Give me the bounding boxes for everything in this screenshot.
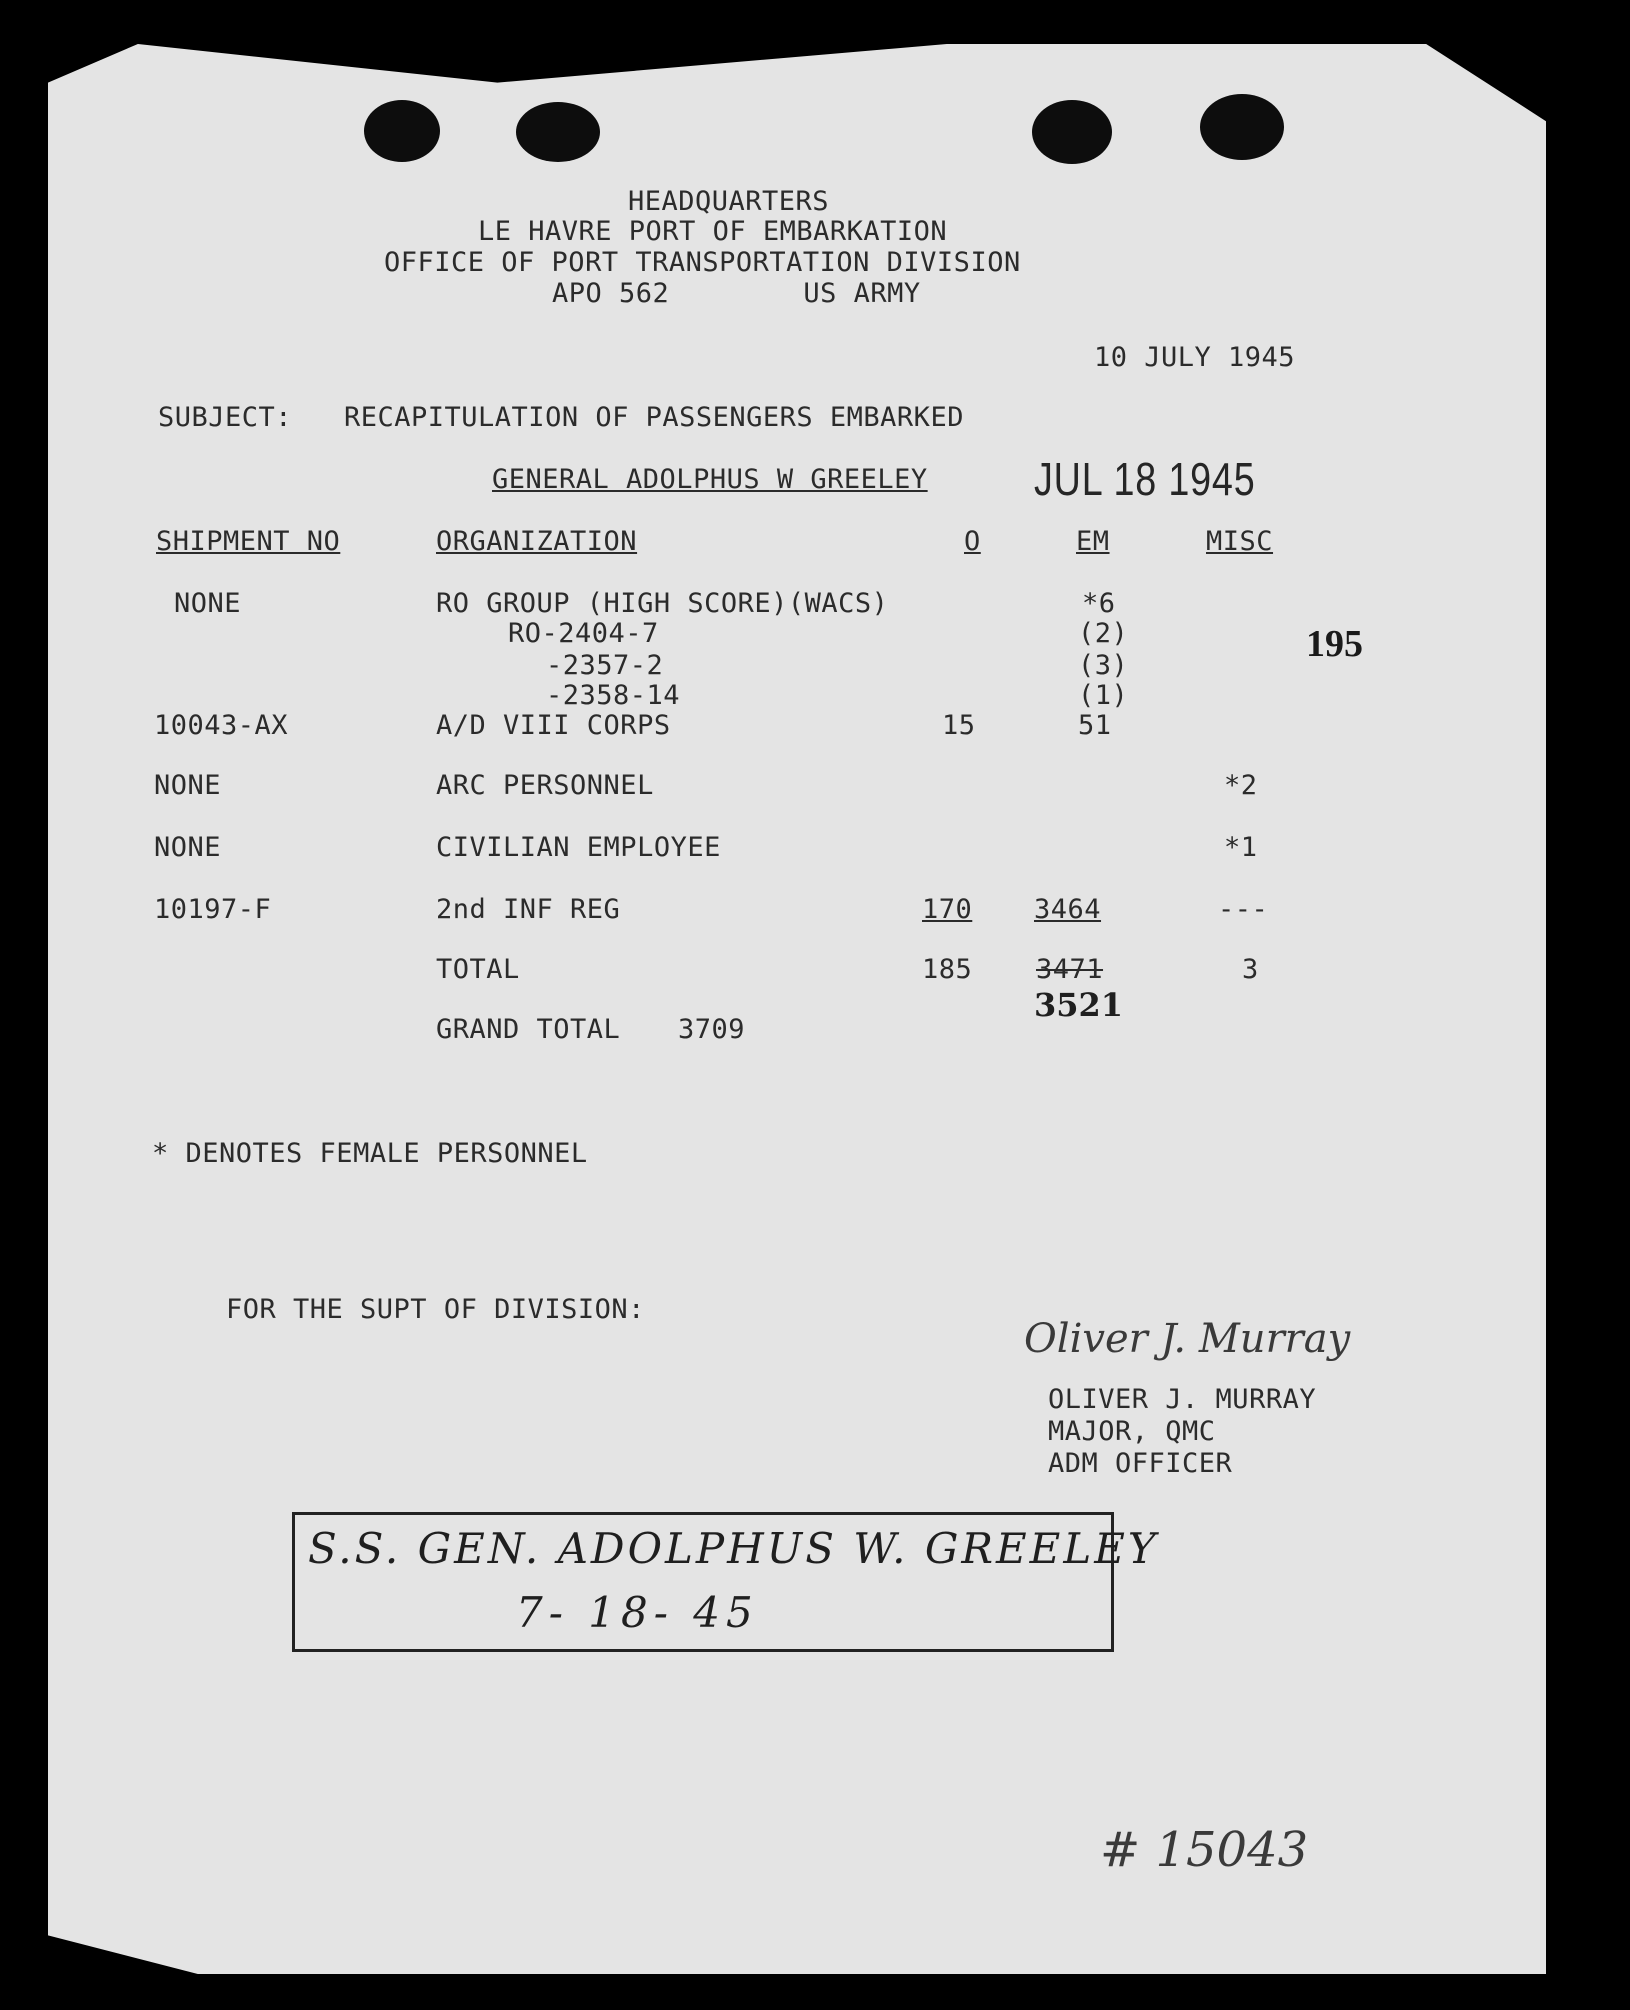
header-officers: O [964,526,981,557]
table-cell-em: (1) [1078,680,1129,711]
punch-hole [364,100,440,162]
table-cell-organization: -2357-2 [546,650,664,681]
letterhead-line-4: APO 562 US ARMY [552,278,921,309]
punch-hole [1032,100,1112,164]
table-cell-shipment: 10197-F [154,894,272,925]
punch-hole [516,102,600,162]
table-cell-em: (3) [1078,650,1129,681]
table-cell-organization: RO GROUP (HIGH SCORE)(WACS) [436,588,889,619]
total-enlisted-corrected: 3521 [1034,986,1124,1024]
subject-text: RECAPITULATION OF PASSENGERS EMBARKED [344,402,964,433]
header-shipment-no: SHIPMENT NO [156,526,341,557]
total-officers: 185 [922,954,973,985]
table-cell-o: 170 [922,894,973,925]
table-cell-organization: -2358-14 [546,680,681,711]
header-enlisted: EM [1076,526,1110,557]
signer-name: OLIVER J. MURRAY [1048,1384,1317,1415]
letterhead-line-2: LE HAVRE PORT OF EMBARKATION [478,216,948,247]
handwritten-file-number: # 15043 [1100,1822,1309,1878]
footnote: * DENOTES FEMALE PERSONNEL [152,1138,588,1169]
table-cell-shipment: 10043-AX [154,710,289,741]
received-date-stamp: JUL 18 1945 [1034,453,1256,505]
total-label: TOTAL [436,954,520,985]
signer-rank: MAJOR, QMC [1048,1416,1216,1447]
document-date: 10 JULY 1945 [1094,342,1296,373]
ship-name: GENERAL ADOLPHUS W GREELEY [492,464,928,495]
table-cell-organization: A/D VIII CORPS [436,710,671,741]
letterhead-line-1: HEADQUARTERS [628,186,830,217]
letterhead-line-3: OFFICE OF PORT TRANSPORTATION DIVISION [384,247,1021,278]
table-cell-shipment: NONE [154,770,222,801]
header-misc: MISC [1206,526,1274,557]
handwritten-ship-name: S.S. GEN. ADOLPHUS W. GREELEY [308,1524,1159,1573]
handwritten-date: 7- 18- 45 [516,1588,759,1637]
header-organization: ORGANIZATION [436,526,638,557]
grand-total-label: GRAND TOTAL [436,1014,621,1045]
page-number-stamp: 195 [1306,623,1363,665]
document-page [48,44,1546,1974]
table-cell-shipment: NONE [174,588,242,619]
table-cell-misc: *1 [1224,832,1258,863]
subject-label: SUBJECT: [158,402,293,433]
table-cell-organization: RO-2404-7 [508,618,659,649]
table-cell-em: *6 [1082,588,1116,619]
table-cell-em: 3464 [1034,894,1102,925]
table-cell-misc: --- [1218,894,1269,925]
table-cell-organization: CIVILIAN EMPLOYEE [436,832,721,863]
handwritten-signature: Oliver J. Murray [1024,1316,1351,1362]
table-cell-em: (2) [1078,618,1129,649]
table-cell-o: 15 [942,710,976,741]
total-misc: 3 [1242,954,1259,985]
punch-hole [1200,94,1284,160]
table-cell-organization: 2nd INF REG [436,894,621,925]
total-enlisted-struck: 3471 [1036,954,1104,985]
signature-for-line: FOR THE SUPT OF DIVISION: [226,1294,645,1325]
table-cell-organization: ARC PERSONNEL [436,770,654,801]
grand-total-value: 3709 [678,1014,746,1045]
table-cell-shipment: NONE [154,832,222,863]
signer-title: ADM OFFICER [1048,1448,1233,1479]
table-cell-em: 51 [1078,710,1112,741]
table-cell-misc: *2 [1224,770,1258,801]
